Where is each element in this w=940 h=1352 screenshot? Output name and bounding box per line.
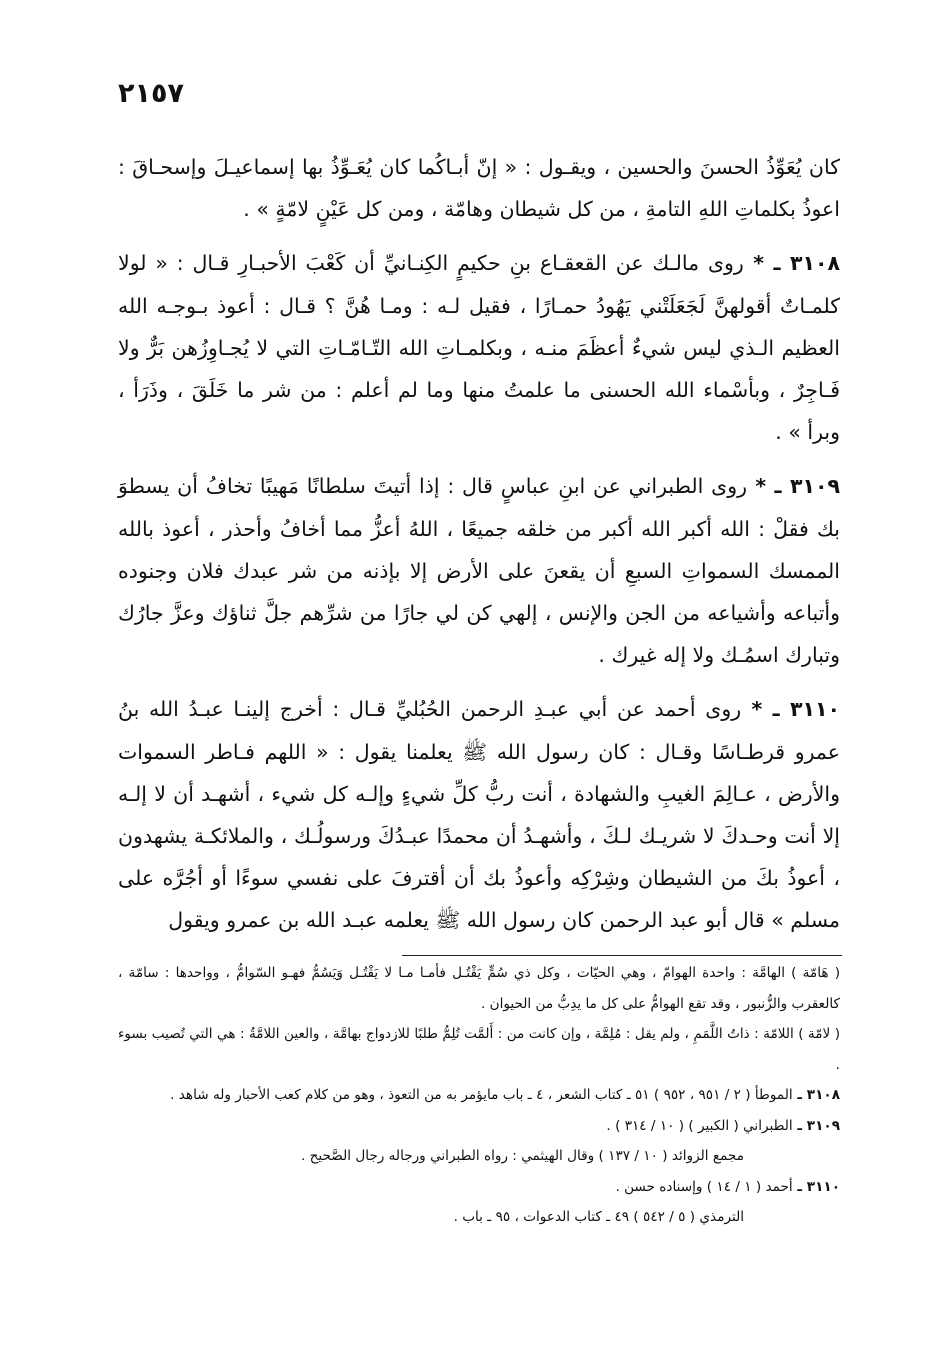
footnote-text: الطبراني ( الكبير ) ( ١٠ / ٣١٤ ) . [606, 1117, 793, 1134]
paragraph-intro [118, 146, 840, 230]
paragraph-text: روى أحمد عن أبي عبـدِ الرحمن الحُبُليِّ قـال : أخرج إلينـا عبـدُ الله بنُ عمرو قرطـاسًا وقـال : كان رسول الله ﷺ يعلمنا يقول : « اللهم فـاطر السموات والأرض ، عـالِمَ الغيبِ والشهادة ، أنت ربُّ كلِّ شيءٍ وإلـه كل شيء ، أشهـد أن لا إلـه إلا أنت وحـدكَ لا شريـك لـكَ ، وأشهـدُ أن محمدًا عبـدُكَ ورسولُـك ، والملائكـة يشهدون ، أعوذُ بكَ من الشيطان وشِرْكِه وأعوذُ بك أن أقترفَ على نفسي سوءًا أو أجُرَّه على مسلم » قال أبو عبد الرحمن كان رسول الله ﷺ يعلمه عبـد الله بن عمرو ويقول [118, 697, 840, 933]
hadith-3109 [118, 465, 840, 676]
hadith-3110 [118, 688, 840, 941]
footnote-number: ٣١٠٩ ـ [792, 1117, 840, 1134]
hadith-number: ٣١١٠ ـ * [741, 697, 840, 722]
footnote-text: الموطأ ( ٢ / ٩٥١ ، ٩٥٢ ) ٥١ ـ كتاب الشعر ، ٤ ـ باب مايؤمر به من التعوذ ، وهو من كلام كعب الأحبار وله شاهد . [170, 1087, 793, 1103]
footnote-text: الترمذي ( ٥ / ٥٤٢ ) ٤٩ ـ كتاب الدعوات ، ٩٥ ـ باب . [453, 1209, 744, 1225]
footnote-text: ( لامّة ) اللامّة : ذاتُ اللَّمَمِ ، ولم يقل : مُلِمَّة ، وإن كانت من : أَلمَّت تُلِمُّ طلبًا للازدواج بهامَّة ، والعين اللامَّةُ : هي التي تُصيب بسوء . [118, 1026, 840, 1073]
paragraph-text: روى مالـك عن القعقـاع بنِ حكيمٍ الكِنـانيِّ أن كَعْبَ الأحبـارِ قـال : « لولا كلمـاتٌ أقولهنَّ لَجَعَلَتْني يَهُودُ حمـارًا ، فقيل لـه : ومـا هُنَّ ؟ قـال : أعوذ بـوجـه الله العظيم الـذي ليس شيءٌ أعظَمَ منـه ، وبكلمـاتِ الله التّـامّـاتِ التي لا يُجـاوِزُهن بَرٌّ ولا فَـاجِرٌ ، وبأسْماء الله الحسنى ما علمتُ منها وما لم أعلم : من شر ما خَلَقَ ، وذَرَأ ، وبرأ » . [118, 251, 840, 445]
footnote-divider [402, 955, 842, 956]
footnote-lamma [118, 1019, 840, 1080]
footnote-text: مجمع الزوائد ( ١٠ / ١٣٧ ) وقال الهيثمي : رواه الطبراني ورجاله رجال الصَّحيح . [301, 1148, 744, 1164]
footnote-hamma [118, 958, 840, 1019]
footnote-text: ( هَامّة ) الهامَّة : واحدة الهوامّ ، وهي الحيّات ، وكل ذي سُمٍّ يَقْتُـل فأمـا مـا لا يَقْتُـل وَيَسُمُّ فهـو السّوامُّ ، وواحدها : سامّة ، كالعقرب والزُّنبور ، وقد تقع الهوامُّ على كل ما يدِبُّ من الحيوان . [118, 965, 840, 1012]
footnote-3110-source [118, 1202, 840, 1233]
paragraph-text: روى الطبراني عن ابنِ عباسٍ قال : إذا أتيتَ سلطانًا مَهيبًا تخافُ أن يسطوَ بك فقلْ : الله أكبر الله أكبر من خلقه جميعًا ، اللهُ أعزُّ مما أخافُ وأحذر ، أعوذ بالله الممسك السمواتِ السبعِ أن يقعنَ على الأرض إلا بإذنه من شر عبدك فلان وجنوده وأتباعه وأشياعه من الجن والإنس ، إلهي كن لي جارًا من شرِّهم جلَّ ثناؤك وعزَّ جارُك وتبارك اسمُـك ولا إله غيرك . [118, 474, 840, 668]
footnote-3109-source [118, 1141, 840, 1172]
footnote-text: أحمد ( ١ / ١٤ ) وإسناده حسن . [615, 1178, 793, 1195]
page-number: ٢١٥٧ [118, 78, 184, 109]
footnote-number: ٣١٠٨ ـ [792, 1087, 840, 1103]
footnote-3108 [118, 1080, 840, 1111]
paragraph-text: كان يُعَوِّذُ الحسنَ والحسين ، ويقـول : « إنّ أبـاكُما كان يُعَـوِّذُ بها إسماعيـلَ وإسحـاقَ : اعوذُ بكلماتِ اللهِ التامةِ ، من كل شيطان وهامّة ، ومن كل عَيْنٍ لامّةٍ » . [118, 155, 840, 222]
hadith-number: ٣١٠٩ ـ * [747, 474, 841, 499]
hadith-number: ٣١٠٨ ـ * [743, 251, 841, 276]
main-text [118, 146, 840, 942]
footnotes [118, 958, 840, 1233]
footnote-number: ٣١١٠ ـ [792, 1178, 840, 1195]
hadith-3108 [118, 242, 840, 453]
footnote-3109 [118, 1111, 840, 1142]
footnote-3110 [118, 1172, 840, 1203]
